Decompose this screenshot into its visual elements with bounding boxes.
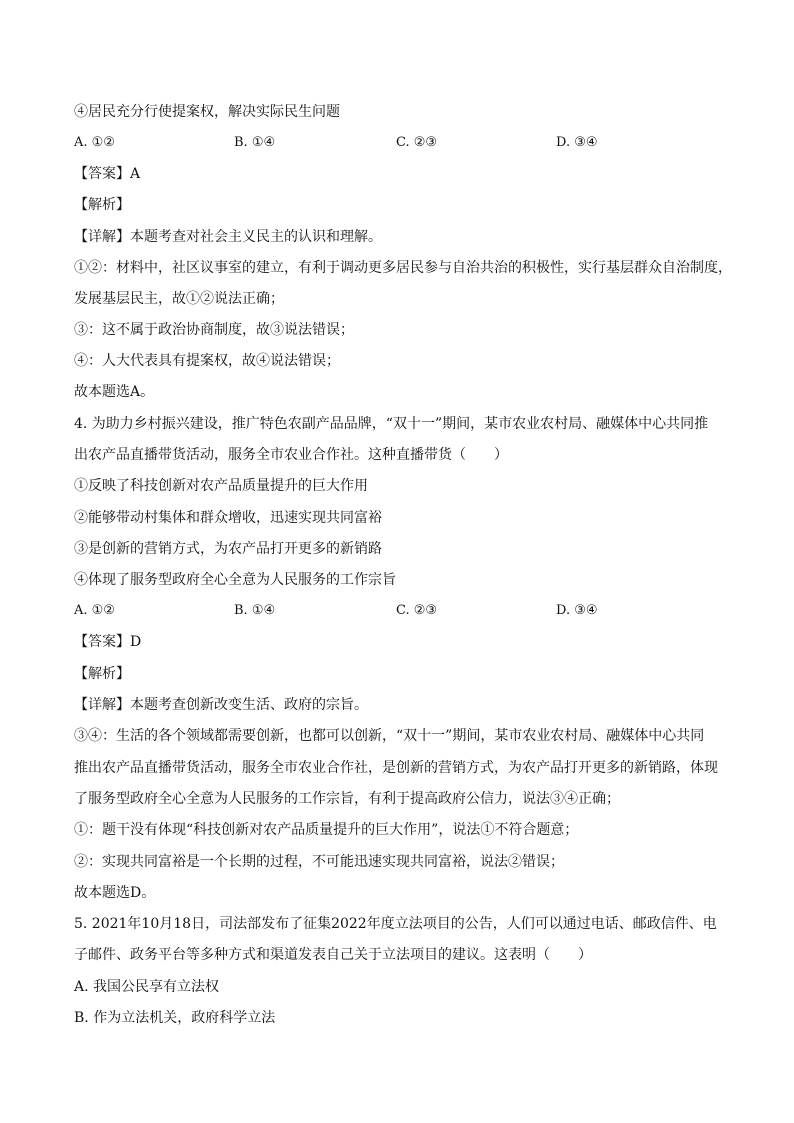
q5-option-b: B. 作为立法机关，政府科学立法 — [74, 1010, 276, 1026]
q4-explanation-2: ①：题干没有体现“科技创新对农产品质量提升的巨大作用”，说法①不符合题意； — [74, 822, 579, 838]
q4-choice-b: B. ①④ — [234, 603, 276, 618]
q3-option-4: ④居民充分行使提案权，解决实际民生问题 — [74, 104, 340, 120]
q4-choice-c: C. ②③ — [396, 603, 438, 618]
q5-stem-b: 子邮件、政务平台等多种方式和渠道发表自己关于立法项目的建议。这表明（ ） — [74, 947, 592, 963]
q3-explanation-3: ④：人大代表具有提案权，故④说法错误； — [74, 353, 340, 369]
q4-explanation-1a: ③④：生活的各个领域都需要创新，也都可以创新，“双十一”期间，某市农业农村局、融媒体中心共同 — [74, 728, 705, 744]
q3-explanation-1b: 发展基层民主，故①②说法正确； — [74, 291, 284, 307]
q4-conclusion: 故本题选D。 — [74, 885, 156, 901]
q4-analysis-label: 【解析】 — [74, 666, 130, 682]
q3-explanation-2: ③：这不属于政治协商制度，故③说法错误； — [74, 322, 354, 338]
q3-choice-d: D. ③④ — [556, 135, 598, 150]
q4-stem-b: 出农产品直播带货活动，服务全市农业合作社。这种直播带货（ ） — [74, 447, 508, 463]
q5-option-a: A. 我国公民享有立法权 — [74, 979, 220, 995]
q4-explanation-3: ②：实现共同富裕是一个长期的过程，不可能迅速实现共同富裕，说法②错误； — [74, 854, 564, 870]
q3-answer: 【答案】A — [74, 166, 141, 182]
q3-conclusion: 故本题选A。 — [74, 384, 155, 400]
q4-detail: 【详解】本题考查创新改变生活、政府的宗旨。 — [74, 697, 368, 713]
q3-analysis-label: 【解析】 — [74, 197, 130, 213]
q4-explanation-1b: 推出农产品直播带货活动，服务全市农业合作社，是创新的营销方式，为农产品打开更多的新销路，体现 — [74, 760, 718, 776]
q4-stem-a: 4. 为助力乡村振兴建设，推广特色农副产品品牌，“双十一”期间，某市农业农村局、融媒体中心共同推 — [74, 416, 709, 432]
q4-option-2: ②能够带动村集体和群众增收，迅速实现共同富裕 — [74, 510, 382, 526]
q4-answer: 【答案】D — [74, 634, 142, 650]
q5-stem-a: 5. 2021年10月18日，司法部发布了征集2022年度立法项目的公告，人们可以通过电话、邮政信件、电 — [74, 916, 717, 932]
q3-choice-c: C. ②③ — [396, 135, 438, 150]
q4-option-1: ①反映了科技创新对农产品质量提升的巨大作用 — [74, 478, 368, 494]
q3-choice-a: A. ①② — [74, 135, 115, 150]
q4-option-4: ④体现了服务型政府全心全意为人民服务的工作宗旨 — [74, 572, 396, 588]
q4-explanation-1c: 了服务型政府全心全意为人民服务的工作宗旨，有利于提高政府公信力，说法③④正确； — [74, 791, 620, 807]
q4-choice-a: A. ①② — [74, 603, 115, 618]
q4-choice-d: D. ③④ — [556, 603, 598, 618]
q3-detail: 【详解】本题考查对社会主义民主的认识和理解。 — [74, 229, 382, 245]
q3-choice-b: B. ①④ — [234, 135, 276, 150]
q3-explanation-1a: ①②：材料中，社区议事室的建立，有利于调动更多居民参与自治共治的积极性，实行基层群众自治制度， — [74, 260, 732, 276]
q4-option-3: ③是创新的营销方式，为农产品打开更多的新销路 — [74, 541, 382, 557]
